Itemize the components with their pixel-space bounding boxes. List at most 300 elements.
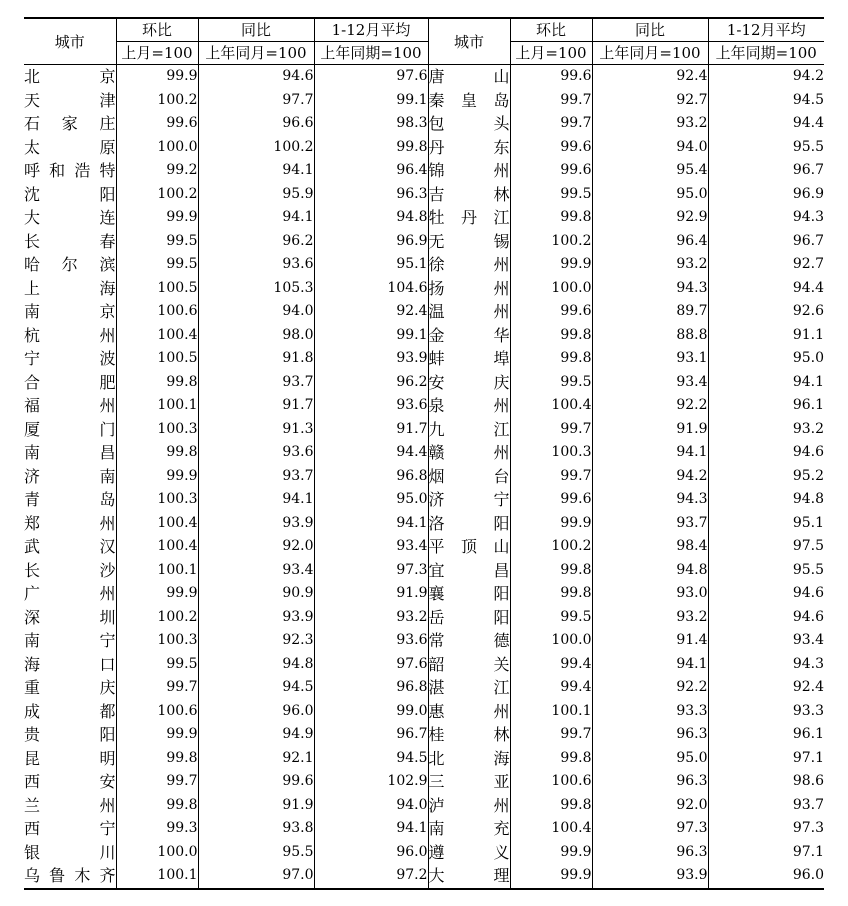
avg-value-right: 94.6: [708, 582, 824, 606]
mom-value-right: 100.4: [510, 394, 592, 418]
yoy-value-right: 96.3: [592, 841, 708, 865]
mom-value-right: 99.9: [510, 864, 592, 889]
table-row: [24, 629, 824, 653]
city-name-left: 沈阳: [24, 184, 116, 204]
mom-value-left: 99.2: [116, 159, 198, 183]
table-row: [24, 89, 824, 113]
mom-value-right: 99.6: [510, 300, 592, 324]
yoy-value-right: 96.4: [592, 230, 708, 254]
avg-value-left: 96.0: [314, 841, 428, 865]
city-name-right: 金华: [428, 324, 510, 348]
mom-value-left: 99.7: [116, 770, 198, 794]
avg-value-right: 92.4: [708, 676, 824, 700]
mom-value-left: 100.1: [116, 864, 198, 889]
table-row: [24, 136, 824, 160]
avg-value-left: 93.2: [314, 606, 428, 630]
mom-value-right: 99.8: [510, 747, 592, 771]
avg-value-left: 95.1: [314, 253, 428, 277]
yoy-value-right: 93.1: [592, 347, 708, 371]
yoy-value-left: 92.3: [198, 629, 314, 653]
avg-value-right: 94.6: [708, 606, 824, 630]
yoy-value-right: 93.0: [592, 582, 708, 606]
avg-value-right: 96.7: [708, 159, 824, 183]
mom-value-left: 99.5: [116, 653, 198, 677]
mom-value-left: 99.9: [116, 582, 198, 606]
mom-value-right: 99.7: [510, 89, 592, 113]
avg-value-left: 91.9: [314, 582, 428, 606]
city-name-left: 宁波: [24, 349, 116, 368]
yoy-value-right: 94.1: [592, 653, 708, 677]
city-name-right: 包头: [428, 112, 510, 136]
mom-value-left: 100.0: [116, 841, 198, 865]
yoy-value-left: 92.0: [198, 535, 314, 559]
avg-value-left: 99.1: [314, 89, 428, 113]
avg-value-right: 94.4: [708, 277, 824, 301]
avg-value-left: 99.0: [314, 700, 428, 724]
city-name-right: 桂林: [428, 723, 510, 747]
avg-value-right: 93.7: [708, 794, 824, 818]
mom-value-right: 100.4: [510, 817, 592, 841]
avg-value-left: 93.6: [314, 629, 428, 653]
yoy-value-left: 94.8: [198, 653, 314, 677]
mom-value-left: 100.3: [116, 418, 198, 442]
mom-value-right: 99.4: [510, 653, 592, 677]
avg-value-right: 93.4: [708, 629, 824, 653]
avg-value-left: 91.7: [314, 418, 428, 442]
avg-value-left: 93.6: [314, 394, 428, 418]
avg-value-right: 91.1: [708, 324, 824, 348]
avg-value-left: 98.3: [314, 112, 428, 136]
city-name-left: 南宁: [24, 631, 116, 650]
table-row: [24, 230, 824, 254]
mom-subheader-right: 上月=100: [510, 42, 592, 65]
table-row: [24, 300, 824, 324]
avg-value-left: 96.8: [314, 465, 428, 489]
avg-value-left: 96.8: [314, 676, 428, 700]
yoy-value-right: 96.3: [592, 723, 708, 747]
city-name-left: 乌鲁木齐: [24, 864, 116, 889]
yoy-value-left: 91.7: [198, 394, 314, 418]
yoy-value-left: 94.1: [198, 488, 314, 512]
avg-header-right: 1-12月平均: [708, 18, 824, 42]
city-name-left: 武汉: [24, 537, 116, 556]
yoy-value-right: 88.8: [592, 324, 708, 348]
table-row: [24, 465, 824, 489]
avg-value-left: 97.6: [314, 653, 428, 677]
city-name-left: 上海: [24, 278, 116, 298]
mom-value-left: 100.1: [116, 559, 198, 583]
yoy-value-right: 95.0: [592, 747, 708, 771]
mom-value-right: 99.7: [510, 418, 592, 442]
yoy-value-right: 97.3: [592, 817, 708, 841]
mom-value-left: 99.8: [116, 441, 198, 465]
table-row: [24, 488, 824, 512]
mom-value-right: 99.9: [510, 253, 592, 277]
yoy-value-left: 93.8: [198, 817, 314, 841]
table-row: [24, 747, 824, 771]
table-row: [24, 418, 824, 442]
mom-value-right: 100.0: [510, 629, 592, 653]
mom-value-right: 99.8: [510, 324, 592, 348]
table-row: [24, 159, 824, 183]
city-name-left: 郑州: [24, 513, 116, 533]
yoy-value-left: 93.6: [198, 441, 314, 465]
avg-value-right: 96.1: [708, 723, 824, 747]
avg-value-left: 99.1: [314, 324, 428, 348]
mom-value-right: 100.3: [510, 441, 592, 465]
mom-value-right: 99.8: [510, 206, 592, 230]
city-name-right: 无锡: [428, 230, 510, 254]
yoy-value-left: 97.7: [198, 89, 314, 113]
yoy-value-right: 92.9: [592, 206, 708, 230]
city-name-left: 海口: [24, 654, 116, 674]
city-name-right: 北海: [428, 747, 510, 771]
mom-value-right: 100.2: [510, 230, 592, 254]
city-name-left: 天津: [24, 90, 116, 110]
city-column-header-left: 城市: [24, 18, 116, 65]
city-name-right: 遵义: [428, 841, 510, 865]
city-name-right: 泸州: [428, 794, 510, 818]
avg-value-left: 96.2: [314, 371, 428, 395]
yoy-value-left: 96.0: [198, 700, 314, 724]
avg-value-left: 97.6: [314, 65, 428, 89]
city-name-right: 大理: [428, 864, 510, 889]
city-name-left: 哈尔滨: [24, 255, 116, 274]
mom-value-left: 100.5: [116, 277, 198, 301]
city-name-right: 平顶山: [428, 535, 510, 559]
avg-subheader-right: 上年同期=100: [708, 42, 824, 65]
yoy-value-left: 93.7: [198, 371, 314, 395]
table-row: [24, 606, 824, 630]
city-name-right: 南充: [428, 817, 510, 841]
mom-value-left: 99.5: [116, 230, 198, 254]
avg-value-left: 102.9: [314, 770, 428, 794]
yoy-value-left: 91.3: [198, 418, 314, 442]
avg-value-right: 93.2: [708, 418, 824, 442]
mom-value-right: 99.5: [510, 183, 592, 207]
table-row: [24, 723, 824, 747]
avg-value-left: 94.1: [314, 817, 428, 841]
mom-value-left: 99.7: [116, 676, 198, 700]
yoy-value-right: 94.3: [592, 277, 708, 301]
mom-value-right: 99.6: [510, 65, 592, 89]
yoy-header-left: 同比: [198, 18, 314, 42]
city-name-left: 银川: [24, 842, 116, 862]
city-name-left: 长沙: [24, 560, 116, 580]
yoy-value-right: 93.2: [592, 253, 708, 277]
avg-subheader-left: 上年同期=100: [314, 42, 428, 65]
avg-value-left: 94.1: [314, 512, 428, 536]
city-name-left: 深圳: [24, 607, 116, 627]
city-name-left: 北京: [24, 67, 116, 86]
avg-value-right: 93.3: [708, 700, 824, 724]
yoy-value-right: 91.4: [592, 629, 708, 653]
table-row: [24, 817, 824, 841]
avg-value-right: 95.0: [708, 347, 824, 371]
table-row: [24, 582, 824, 606]
mom-value-left: 100.3: [116, 629, 198, 653]
table-row: [24, 65, 824, 89]
avg-value-right: 94.6: [708, 441, 824, 465]
yoy-value-left: 97.0: [198, 864, 314, 889]
mom-header-right: 环比: [510, 18, 592, 42]
city-name-right: 惠州: [428, 700, 510, 724]
table-row: [24, 324, 824, 348]
avg-value-left: 95.0: [314, 488, 428, 512]
yoy-value-right: 94.8: [592, 559, 708, 583]
table-row: [24, 371, 824, 395]
yoy-value-right: 98.4: [592, 535, 708, 559]
yoy-value-right: 93.2: [592, 112, 708, 136]
city-name-left: 广州: [24, 584, 116, 603]
yoy-value-right: 94.2: [592, 465, 708, 489]
table-row: [24, 676, 824, 700]
mom-value-right: 99.8: [510, 559, 592, 583]
yoy-value-left: 94.0: [198, 300, 314, 324]
yoy-value-left: 94.1: [198, 206, 314, 230]
city-name-right: 岳阳: [428, 606, 510, 630]
avg-value-right: 97.1: [708, 841, 824, 865]
table-row: [24, 253, 824, 277]
city-name-right: 济宁: [428, 488, 510, 512]
table-row: [24, 700, 824, 724]
yoy-header-right: 同比: [592, 18, 708, 42]
avg-value-right: 96.9: [708, 183, 824, 207]
yoy-value-right: 89.7: [592, 300, 708, 324]
yoy-value-right: 92.2: [592, 394, 708, 418]
avg-value-left: 96.9: [314, 230, 428, 254]
mom-value-left: 99.9: [116, 206, 198, 230]
city-name-left: 南昌: [24, 443, 116, 462]
mom-value-left: 99.8: [116, 747, 198, 771]
mom-value-right: 100.6: [510, 770, 592, 794]
avg-value-right: 97.1: [708, 747, 824, 771]
avg-value-right: 96.0: [708, 864, 824, 889]
avg-value-left: 92.4: [314, 300, 428, 324]
avg-value-right: 94.3: [708, 206, 824, 230]
yoy-value-right: 95.0: [592, 183, 708, 207]
yoy-value-left: 100.2: [198, 136, 314, 160]
city-name-left: 成都: [24, 701, 116, 721]
yoy-value-left: 98.0: [198, 324, 314, 348]
price-index-table: [24, 17, 824, 890]
yoy-value-left: 91.9: [198, 794, 314, 818]
city-name-right: 徐州: [428, 253, 510, 277]
mom-value-left: 100.2: [116, 183, 198, 207]
city-column-header-right: 城市: [428, 18, 510, 65]
mom-value-right: 99.8: [510, 347, 592, 371]
yoy-value-left: 92.1: [198, 747, 314, 771]
avg-value-right: 94.2: [708, 65, 824, 89]
mom-subheader-left: 上月=100: [116, 42, 198, 65]
table-row: [24, 206, 824, 230]
city-name-right: 三亚: [428, 770, 510, 794]
avg-value-right: 95.5: [708, 559, 824, 583]
city-name-right: 蚌埠: [428, 347, 510, 371]
city-name-right: 赣州: [428, 441, 510, 465]
mom-value-left: 99.9: [116, 465, 198, 489]
yoy-value-right: 93.3: [592, 700, 708, 724]
city-name-left: 杭州: [24, 325, 116, 345]
avg-value-right: 96.1: [708, 394, 824, 418]
yoy-subheader-right: 上年同月=100: [592, 42, 708, 65]
city-name-right: 扬州: [428, 277, 510, 301]
table-row: [24, 183, 824, 207]
yoy-value-left: 90.9: [198, 582, 314, 606]
avg-value-right: 94.4: [708, 112, 824, 136]
avg-value-left: 96.3: [314, 183, 428, 207]
mom-value-left: 99.3: [116, 817, 198, 841]
mom-value-left: 100.4: [116, 512, 198, 536]
avg-header-left: 1-12月平均: [314, 18, 428, 42]
mom-value-left: 99.9: [116, 65, 198, 89]
yoy-value-left: 93.9: [198, 512, 314, 536]
avg-value-left: 93.9: [314, 347, 428, 371]
mom-value-left: 100.6: [116, 700, 198, 724]
yoy-subheader-left: 上年同月=100: [198, 42, 314, 65]
mom-value-right: 100.0: [510, 277, 592, 301]
avg-value-left: 94.8: [314, 206, 428, 230]
city-name-left: 呼和浩特: [24, 161, 116, 180]
mom-value-left: 99.8: [116, 794, 198, 818]
table-row: [24, 770, 824, 794]
yoy-value-left: 93.6: [198, 253, 314, 277]
table-row: [24, 112, 824, 136]
avg-value-right: 97.3: [708, 817, 824, 841]
city-name-left: 太原: [24, 137, 116, 157]
avg-value-left: 97.3: [314, 559, 428, 583]
city-name-left: 合肥: [24, 372, 116, 392]
mom-value-left: 99.6: [116, 112, 198, 136]
city-name-left: 福州: [24, 396, 116, 415]
yoy-value-right: 94.3: [592, 488, 708, 512]
avg-value-right: 94.3: [708, 653, 824, 677]
mom-value-left: 100.4: [116, 535, 198, 559]
avg-value-right: 92.7: [708, 253, 824, 277]
avg-value-right: 98.6: [708, 770, 824, 794]
mom-header-left: 环比: [116, 18, 198, 42]
avg-value-left: 97.2: [314, 864, 428, 889]
mom-value-right: 99.5: [510, 606, 592, 630]
yoy-value-right: 92.2: [592, 676, 708, 700]
table-row: [24, 347, 824, 371]
yoy-value-right: 92.4: [592, 65, 708, 89]
mom-value-right: 99.7: [510, 112, 592, 136]
avg-value-right: 97.5: [708, 535, 824, 559]
yoy-value-left: 96.6: [198, 112, 314, 136]
mom-value-right: 99.8: [510, 794, 592, 818]
avg-value-left: 99.8: [314, 136, 428, 160]
city-name-right: 泉州: [428, 394, 510, 418]
avg-value-right: 94.1: [708, 371, 824, 395]
mom-value-left: 100.1: [116, 394, 198, 418]
table-row: [24, 559, 824, 583]
avg-value-right: 94.5: [708, 89, 824, 113]
yoy-value-right: 93.9: [592, 864, 708, 889]
city-name-left: 西安: [24, 772, 116, 791]
avg-value-left: 96.4: [314, 159, 428, 183]
mom-value-right: 99.7: [510, 723, 592, 747]
mom-value-left: 100.2: [116, 89, 198, 113]
table-row: [24, 441, 824, 465]
city-name-right: 常德: [428, 629, 510, 653]
mom-value-right: 100.1: [510, 700, 592, 724]
avg-value-left: 104.6: [314, 277, 428, 301]
mom-value-right: 99.6: [510, 136, 592, 160]
table-row: [24, 864, 824, 889]
mom-value-right: 100.2: [510, 535, 592, 559]
yoy-value-left: 93.4: [198, 559, 314, 583]
avg-value-left: 94.5: [314, 747, 428, 771]
city-name-left: 贵阳: [24, 725, 116, 744]
table-body: [24, 65, 824, 889]
table-row: [24, 394, 824, 418]
city-name-right: 安庆: [428, 371, 510, 395]
city-name-left: 青岛: [24, 490, 116, 509]
avg-value-right: 95.1: [708, 512, 824, 536]
yoy-value-right: 93.4: [592, 371, 708, 395]
city-name-right: 牡丹江: [428, 206, 510, 230]
yoy-value-left: 99.6: [198, 770, 314, 794]
avg-value-right: 94.8: [708, 488, 824, 512]
mom-value-right: 99.5: [510, 371, 592, 395]
table-row: [24, 277, 824, 301]
avg-value-left: 94.4: [314, 441, 428, 465]
mom-value-right: 99.6: [510, 159, 592, 183]
table-row: [24, 794, 824, 818]
yoy-value-right: 93.2: [592, 606, 708, 630]
city-name-left: 济南: [24, 466, 116, 486]
avg-value-left: 96.7: [314, 723, 428, 747]
city-name-left: 西宁: [24, 819, 116, 838]
city-name-right: 湛江: [428, 676, 510, 700]
yoy-value-left: 94.5: [198, 676, 314, 700]
yoy-value-left: 95.5: [198, 841, 314, 865]
yoy-value-right: 91.9: [592, 418, 708, 442]
mom-value-left: 100.5: [116, 347, 198, 371]
avg-value-right: 95.5: [708, 136, 824, 160]
mom-value-left: 99.5: [116, 253, 198, 277]
yoy-value-left: 93.9: [198, 606, 314, 630]
yoy-value-right: 92.0: [592, 794, 708, 818]
avg-value-left: 93.4: [314, 535, 428, 559]
city-name-right: 九江: [428, 418, 510, 442]
mom-value-left: 99.8: [116, 371, 198, 395]
mom-value-left: 100.0: [116, 136, 198, 160]
city-name-right: 锦州: [428, 159, 510, 183]
city-name-left: 石家庄: [24, 114, 116, 133]
table-row: [24, 512, 824, 536]
yoy-value-left: 91.8: [198, 347, 314, 371]
city-name-right: 韶关: [428, 653, 510, 677]
city-name-left: 厦门: [24, 419, 116, 439]
yoy-value-right: 96.3: [592, 770, 708, 794]
yoy-value-left: 93.7: [198, 465, 314, 489]
mom-value-left: 100.2: [116, 606, 198, 630]
table-row: [24, 535, 824, 559]
city-name-left: 长春: [24, 231, 116, 251]
mom-value-right: 99.6: [510, 488, 592, 512]
mom-value-right: 99.8: [510, 582, 592, 606]
avg-value-right: 92.6: [708, 300, 824, 324]
avg-value-right: 96.7: [708, 230, 824, 254]
city-name-right: 吉林: [428, 183, 510, 207]
city-name-right: 襄阳: [428, 582, 510, 606]
mom-value-right: 99.7: [510, 465, 592, 489]
yoy-value-right: 94.1: [592, 441, 708, 465]
yoy-value-left: 94.6: [198, 65, 314, 89]
mom-value-left: 99.9: [116, 723, 198, 747]
